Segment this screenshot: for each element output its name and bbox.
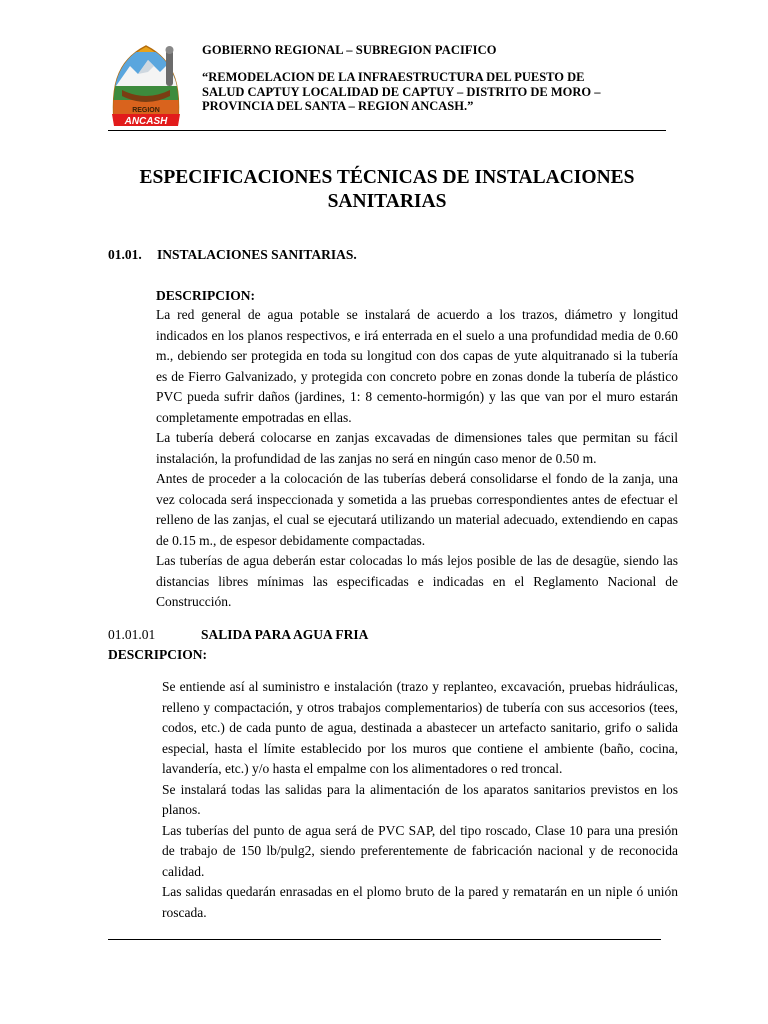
paragraph: La tubería deberá colocarse en zanjas excavadas de dimensiones tales que permitan su fácil instalación, la profundidad de las zanjas no será en ningún caso menor de 0.50 m. bbox=[156, 430, 678, 466]
description-label: DESCRIPCION: bbox=[156, 288, 256, 303]
region-ancash-logo bbox=[108, 42, 184, 128]
document-title-line-1: ESPECIFICACIONES TÉCNICAS DE INSTALACIONES bbox=[139, 167, 635, 188]
header-project-title: “REMODELACION DE LA INFRAESTRUCTURA DEL PUESTO DE SALUD CAPTUY LOCALIDAD DE CAPTUY – DISTRITO DE MORO – PROVINCIA DEL SANTA – REGION ANCASH.” bbox=[202, 70, 601, 113]
footer-divider bbox=[108, 939, 661, 940]
section-1-body bbox=[156, 305, 678, 613]
section-2-body bbox=[162, 677, 678, 923]
section-heading-01-01-01 bbox=[108, 627, 368, 643]
section-number: 01.01. bbox=[108, 247, 142, 262]
paragraph: Se instalará todas las salidas para la alimentación de los aparatos sanitarios previstos en los planos. bbox=[162, 781, 678, 817]
description-label: DESCRIPCION: bbox=[108, 647, 208, 662]
header-divider bbox=[108, 130, 666, 131]
section-heading-01-01 bbox=[108, 247, 357, 263]
paragraph: Se entiende así al suministro e instalación (trazo y replanteo, excavación, pruebas hidráulicas, relleno y compactación, y otros trabajos complementarios) de tubería con sus accesorios (tees, codos, etc.) de cada punto de agua, destinada a abastecer un artefacto sanitario, grifo o salida especial, hasta el límite establecido por los muros que contiene el ambiente (baño, cocina, lavandería, etc.) y/o hasta el empalme con los alimentadores o red troncal. bbox=[162, 679, 678, 776]
svg-text:ANCASH: ANCASH bbox=[124, 116, 168, 127]
document-title-line-2: SANITARIAS bbox=[327, 191, 447, 212]
paragraph: Las salidas quedarán enrasadas en el plomo bruto de la pared y rematarán en un niple ó unión roscada. bbox=[162, 884, 678, 920]
section-title: SALIDA PARA AGUA FRIA bbox=[201, 627, 369, 642]
paragraph: Las tuberías de agua deberán estar colocadas lo más lejos posible de las de desagüe, siendo las distancias libres mínimas las especificadas e indicadas en el Reglamento Nacional de Construcción. bbox=[156, 553, 678, 609]
paragraph: Antes de proceder a la colocación de las tuberías deberá consolidarse el fondo de la zanja, una vez colocada será inspeccionada y sometida a las pruebas correspondientes antes de efectuar el relleno de las zanjas, el cual se ejecutará utilizando un material adecuado, extendiendo en capas de 0.15 m., de espesor debidamente compactadas. bbox=[156, 471, 678, 548]
paragraph: Las tuberías del punto de agua será de PVC SAP, del tipo roscado, Clase 10 para una presión de trabajo de 150 lb/pulg2, siendo preferentemente de fabricación nacional y de reconocida calidad. bbox=[162, 822, 678, 879]
svg-text:REGION: REGION bbox=[132, 107, 160, 114]
header-organization: GOBIERNO REGIONAL – SUBREGION PACIFICO bbox=[202, 43, 497, 57]
document-title bbox=[108, 166, 666, 214]
section-number: 01.01.01 bbox=[108, 627, 156, 642]
section-title: INSTALACIONES SANITARIAS. bbox=[157, 247, 357, 262]
paragraph: La red general de agua potable se instalará de acuerdo a los trazos, diámetro y longitud indicados en los planos respectivos, e irá enterrada en el suelo a una profundidad media de 0.60 m., debiendo ser protegida en toda su longitud con dos capas de yute alquitranado si la tubería es de Fierro Galvanizado, y protegida con concreto pobre en zonas donde la tubería de plástico PVC pueda sufrir daños (jardines, 1: 8 cemento-hormigón) y las que van por el muro estarán completamente empotradas en ellas. bbox=[156, 307, 678, 425]
